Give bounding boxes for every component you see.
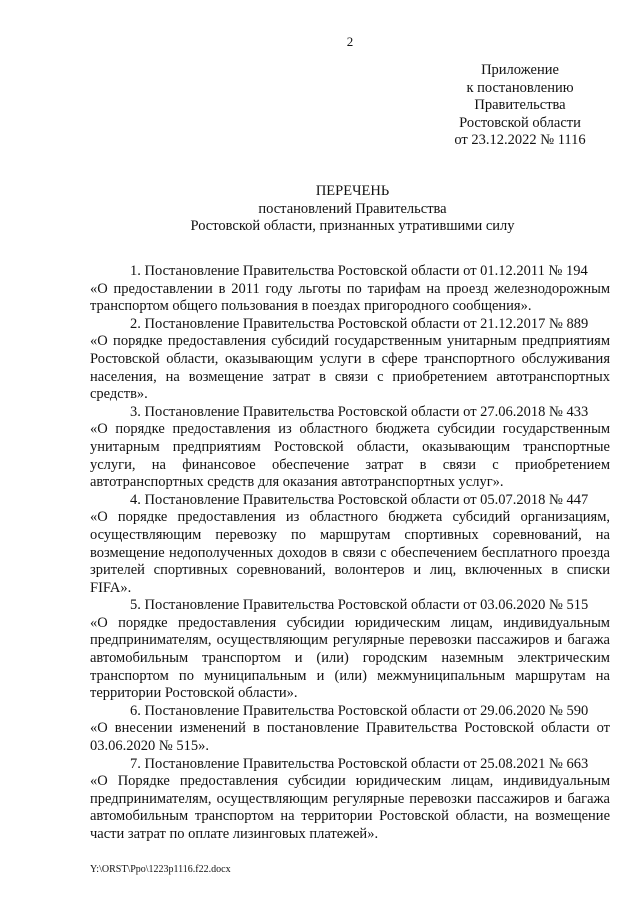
list-item bbox=[90, 492, 610, 598]
appendix-line: Ростовской области bbox=[459, 114, 581, 131]
item-title: 1. Постановление Правительства Ростовской области от 01.12.2011 № 194 bbox=[130, 263, 588, 279]
appendix-block bbox=[440, 62, 600, 150]
appendix-line: Приложение bbox=[481, 62, 559, 78]
item-description: «О порядке предоставления из областного бюджета субсидии государственным унитарным предприятиям Ростовской области, оказывающим транспортные услуги, на финансовое обеспечение затрат в связи с приобретением автотранспортных средств для оказания автотранспортных услуг». bbox=[90, 421, 610, 491]
list-item bbox=[90, 404, 610, 492]
page-number: 2 bbox=[346, 34, 354, 49]
list-item bbox=[90, 703, 610, 756]
footer-file-path: Y:\ORST\Ppo\1223p1116.f22.docx bbox=[90, 864, 231, 875]
appendix-line: к постановлению bbox=[466, 79, 574, 96]
item-title: 5. Постановление Правительства Ростовской области от 03.06.2020 № 515 bbox=[130, 597, 589, 614]
heading-subtitle: постановлений Правительства bbox=[258, 200, 447, 217]
list-item bbox=[90, 263, 610, 316]
appendix-line: Правительства bbox=[474, 97, 566, 113]
heading-title: ПЕРЕЧЕНЬ bbox=[315, 183, 390, 199]
item-title: 3. Постановление Правительства Ростовской области от 27.06.2018 № 433 bbox=[130, 403, 589, 420]
list-item bbox=[90, 316, 610, 404]
item-title: 7. Постановление Правительства Ростовской области от 25.08.2021 № 663 bbox=[130, 755, 589, 772]
list-item bbox=[90, 756, 610, 844]
resolutions-list bbox=[90, 263, 610, 844]
item-description: «О внесении изменений в постановление Правительства Ростовской области от 03.06.2020 № 515». bbox=[90, 720, 610, 755]
appendix-line: от 23.12.2022 № 1116 bbox=[454, 132, 586, 148]
item-title: 4. Постановление Правительства Ростовской области от 05.07.2018 № 447 bbox=[130, 491, 589, 508]
item-title: 2. Постановление Правительства Ростовской области от 21.12.2017 № 889 bbox=[130, 315, 589, 332]
item-description: «О Порядке предоставления субсидии юридическим лицам, индивидуальным предпринимателям, осуществляющим регулярные перевозки пассажиров и багажа автомобильным транспортом на территории Ростовской области, на возмещение части затрат по оплате лизинговых платежей». bbox=[90, 773, 610, 842]
item-description: «О предоставлении в 2011 году льготы по тарифам на проезд железнодорожным транспортом общего пользования в поездах пригородного сообщения». bbox=[90, 280, 610, 315]
item-description: «О порядке предоставления из областного бюджета субсидий организациям, осуществляющим перевозку по маршрутам спортивных соревнований, на возмещение недополученных доходов в связи с обеспечением бесплатного проезда зрителей спортивных соревнований, волонтеров и лиц, включенных в списки FIFA». bbox=[90, 509, 610, 596]
item-title: 6. Постановление Правительства Ростовской области от 29.06.2020 № 590 bbox=[130, 702, 589, 719]
heading-subtitle: Ростовской области, признанных утратившими силу bbox=[190, 218, 515, 234]
item-description: «О порядке предоставления субсидий государственным унитарным предприятиям Ростовской области, оказывающим услуги в сфере транспортного обслуживания населения, на возмещение затрат в связи с приобретением автотранспортных средств». bbox=[90, 333, 610, 403]
item-description: «О порядке предоставления субсидии юридическим лицам, индивидуальным предпринимателям, осуществляющим регулярные перевозки пассажиров и багажа автомобильным транспортом и (или) городским наземным электрическим транспортом по муниципальным и (или) межмуниципальным маршрутам на территории Ростовской области». bbox=[90, 614, 610, 702]
list-item bbox=[90, 597, 610, 703]
document-heading bbox=[95, 183, 610, 236]
